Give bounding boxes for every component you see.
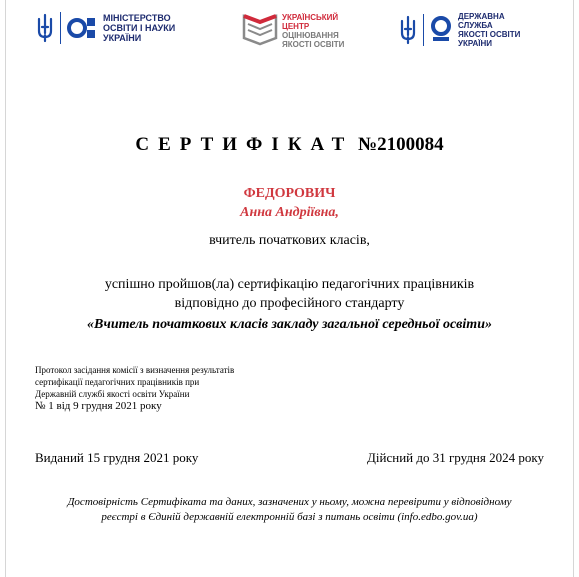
dsyao-emblem-icon bbox=[430, 13, 452, 48]
trident-icon bbox=[36, 13, 54, 43]
protocol-line-4: № 1 від 9 грудня 2021 року bbox=[35, 400, 162, 412]
dsyao-logo-text: ДЕРЖАВНА СЛУЖБА ЯКОСТІ ОСВІТИ УКРАЇНИ bbox=[458, 12, 521, 48]
header-logos bbox=[0, 0, 579, 80]
valid-until-date: Дійсний до 31 грудня 2024 року bbox=[367, 450, 544, 465]
certificate-title bbox=[0, 134, 579, 156]
trident-icon bbox=[399, 15, 417, 45]
logo-divider bbox=[60, 12, 61, 44]
certificate-number: №2100084 bbox=[358, 134, 444, 155]
ucoz-line-3: ОЦІНЮВАННЯ bbox=[282, 30, 339, 40]
ucoz-line-1: УКРАЇНСЬКИЙ bbox=[282, 12, 339, 22]
protocol-line-1: Протокол засідання комісії з визначення результатів bbox=[35, 365, 235, 375]
verification-line-2: реєстрі в Єдиній державній електронній базі з питань освіти (info.edbo.gov.ua) bbox=[101, 511, 478, 523]
ucoz-line-2: ЦЕНТР bbox=[282, 21, 310, 31]
verification-line-1: Достовірність Сертифіката та даних, зазначених у ньому, можна перевірити у відповідному bbox=[67, 496, 512, 508]
logo-divider bbox=[423, 14, 424, 46]
holder-given-names: Анна Андріївна, bbox=[240, 205, 339, 220]
certificate-title-word: СЕРТИФІКАТ bbox=[135, 134, 354, 155]
verification-note bbox=[25, 495, 554, 525]
mon-logo bbox=[36, 12, 208, 44]
holder-position: вчитель початкових класів, bbox=[209, 233, 370, 248]
mon-logo-text: МІНІСТЕРСТВО ОСВІТИ І НАУКИ УКРАЇНИ bbox=[103, 13, 176, 43]
protocol-line-2: сертифікації педагогічних працівників при bbox=[35, 377, 200, 387]
ucoz-line-4: ЯКОСТІ ОСВІТИ bbox=[282, 39, 345, 49]
issued-date: Виданий 15 грудня 2021 року bbox=[35, 450, 199, 465]
statement-line-2: відповідно до професійного стандарту bbox=[174, 296, 405, 311]
ucoz-logo bbox=[242, 10, 352, 51]
book-icon bbox=[242, 10, 278, 51]
protocol-block bbox=[35, 364, 295, 413]
holder-surname: ФЕДОРОВИЧ bbox=[243, 186, 336, 201]
standard-name: «Вчитель початкових класів закладу загальної середньої освіти» bbox=[86, 317, 492, 332]
dsyao-logo bbox=[399, 12, 528, 48]
mon-emblem-icon bbox=[67, 13, 97, 43]
protocol-line-3: Державній службі якості освіти України bbox=[35, 389, 190, 399]
ucoz-logo-text bbox=[282, 13, 352, 49]
statement-line-1: успішно пройшов(ла) сертифікацію педагогічних працівників bbox=[104, 277, 475, 292]
